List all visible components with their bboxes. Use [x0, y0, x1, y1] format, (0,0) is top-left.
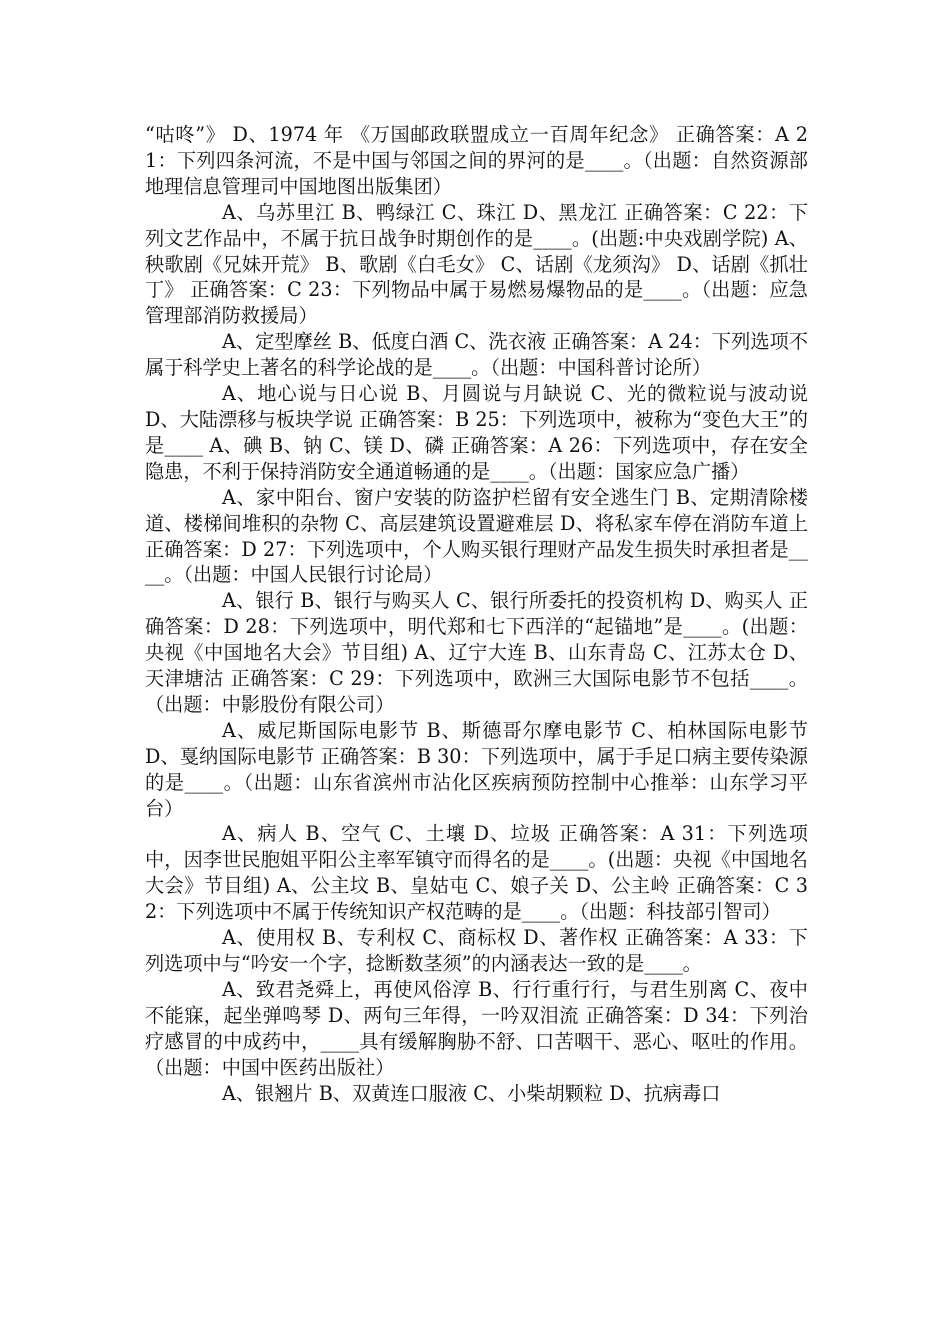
paragraph-6: A、银行 B、银行与购买人 C、银行所委托的投资机构 D、购买人 正确答案：D 28：下列选项中，明代郑和七下西洋的“起锚地”是____。(出题：央视《中国地名大会》节目组) A、辽宁大连 B、山东青岛 C、江苏太仓 D、天津塘沽 正确答案：C 29：下列选项中，欧洲三大国际电影节不包括____。（出题：中影股份有限公司）: [145, 589, 808, 716]
paragraph-7: A、威尼斯国际电影节 B、斯德哥尔摩电影节 C、柏林国际电影节 D、戛纳国际电影节 正确答案：B 30：下列选项中，属于手足口病主要传染源的是____。（出题：山东省滨州市沾化区疾病预防控制中心推举：山东学习平台）: [145, 718, 808, 820]
paragraph-10: A、致君尧舜上，再使风俗淳 B、行行重行行，与君生别离 C、夜中不能寐，起坐弹鸣琴 D、两句三年得，一吟双泪流 正确答案：D 34：下列治疗感冒的中成药中，____具有缓解胸胁不舒、口苦咽干、恶心、呕吐的作用。（出题：中国中医药出版社）: [145, 977, 808, 1079]
paragraph-1: “咕咚”》 D、1974 年 《万国邮政联盟成立一百周年纪念》 正确答案：A 21：下列四条河流，不是中国与邻国之间的界河的是____。（出题：自然资源部地理信息管理司中国地图出版集团）: [145, 123, 808, 198]
paragraph-4: A、地心说与日心说 B、月圆说与月缺说 C、光的微粒说与波动说 D、大陆漂移与板块学说 正确答案：B 25：下列选项中，被称为“变色大王”的是____ A、碘 B、钠 C、镁 D、磷 正确答案：A 26：下列选项中，存在安全隐患，不利于保持消防安全通道畅通的是____。（出题：国家应急广播）: [145, 382, 808, 483]
document-body: [145, 122, 808, 1106]
paragraph-8: A、病人 B、空气 C、土壤 D、垃圾 正确答案：A 31：下列选项中，因李世民胞姐平阳公主率军镇守而得名的是____。(出题：央视《中国地名大会》节目组) A、公主坟 B、皇姑屯 C、娘子关 D、公主岭 正确答案：C 32：下列选项中不属于传统知识产权范畴的是____。（出题：科技部引智司）: [145, 822, 808, 924]
paragraph-11: A、银翘片 B、双黄连口服液 C、小柴胡颗粒 D、抗病毒口: [222, 1081, 721, 1105]
paragraph-5: A、家中阳台、窗户安装的防盗护栏留有安全逃生门 B、定期清除楼道、楼梯间堆积的杂物 C、高层建筑设置避难层 D、将私家车停在消防车道上 正确答案：D 27：下列选项中，个人购买银行理财产品发生损失时承担者是____。（出题：中国人民银行讨论局）: [145, 485, 808, 587]
paragraph-3: A、定型摩丝 B、低度白酒 C、洗衣液 正确答案：A 24：下列选项不属于科学史上著名的科学论战的是____。（出题：中国科普讨论所）: [145, 330, 808, 380]
paragraph-2: A、乌苏里江 B、鸭绿江 C、珠江 D、黑龙江 正确答案：C 22：下列文艺作品中，不属于抗日战争时期创作的是____。(出题:中央戏剧学院) A、秧歌剧《兄妹开荒》 B、歌剧《白毛女》 C、话剧《龙须沟》 D、话剧《抓壮丁》 正确答案：C 23：下列物品中属于易燃易爆物品的是____。（出题：应急管理部消防救援局）: [145, 200, 808, 328]
paragraph-9: A、使用权 B、专利权 C、商标权 D、著作权 正确答案：A 33：下列选项中与“吟安一个字，捻断数茎须”的内涵表达一致的是____。: [145, 926, 808, 975]
